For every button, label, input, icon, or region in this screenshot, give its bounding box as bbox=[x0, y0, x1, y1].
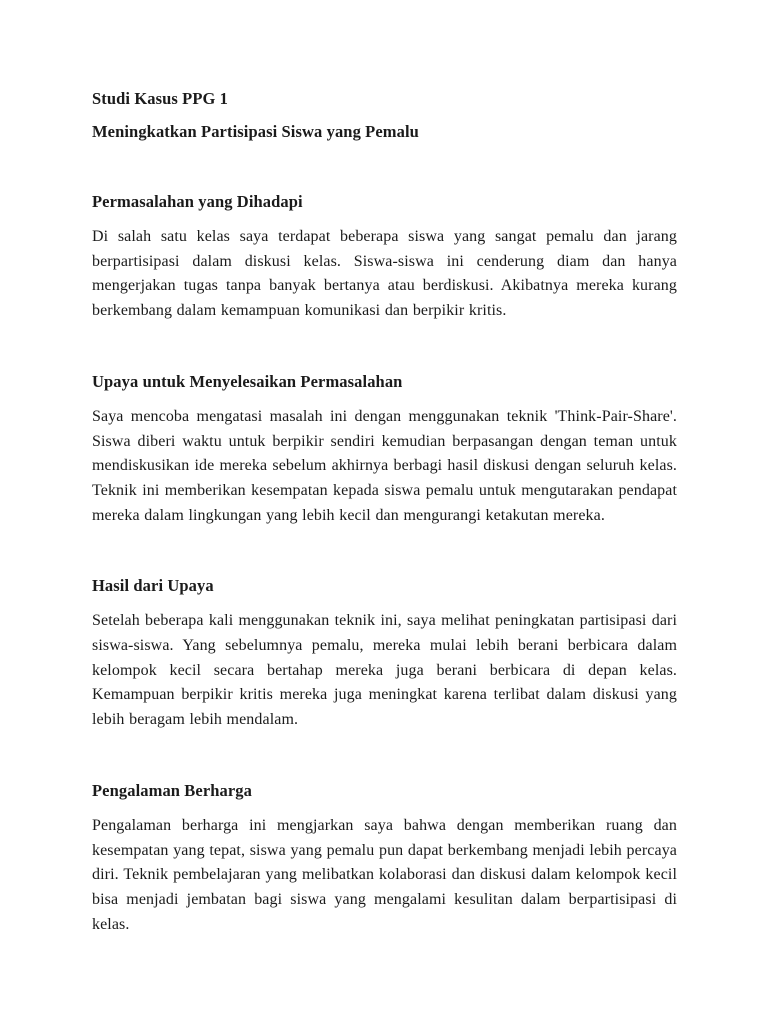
section-paragraph-permasalahan: Di salah satu kelas saya terdapat beberapa siswa yang sangat pemalu dan jarang berpartisipasi dalam diskusi kelas. Siswa-siswa ini cenderung diam dan hanya mengerjakan tugas tanpa banyak bertanya atau berdiskusi. Akibatnya mereka kurang berkembang dalam kemampuan komunikasi dan berpikir kritis. bbox=[92, 228, 677, 320]
section-heading-hasil: Hasil dari Upaya bbox=[92, 576, 214, 596]
document-title: Studi Kasus PPG 1 bbox=[92, 89, 229, 108]
section-heading-pengalaman: Pengalaman Berharga bbox=[92, 780, 253, 800]
section-upaya-menyelesaikan bbox=[92, 369, 677, 529]
section-permasalahan-yang-dihadapi bbox=[92, 189, 677, 324]
section-paragraph-upaya: Saya mencoba mengatasi masalah ini dengan menggunakan teknik 'Think-Pair-Share'. Siswa diberi waktu untuk berpikir sendiri kemudian berpasangan dengan teman untuk mendiskusikan ide mereka sebelum akhirnya berbagi hasil diskusi dengan seluruh kelas. Teknik ini memberikan kesempatan kepada siswa pemalu untuk mengutarakan pendapat mereka dalam lingkungan yang lebih kecil dan mengurangi ketakutan mereka. bbox=[92, 407, 677, 524]
section-heading-upaya: Upaya untuk Menyelesaikan Permasalahan bbox=[92, 371, 403, 391]
section-pengalaman-berharga bbox=[92, 778, 677, 938]
document-content bbox=[92, 0, 677, 937]
document-subtitle: Meningkatkan Partisipasi Siswa yang Pemalu bbox=[92, 122, 419, 141]
section-hasil-dari-upaya bbox=[92, 573, 677, 733]
section-paragraph-hasil: Setelah beberapa kali menggunakan teknik ini, saya melihat peningkatan partisipasi dari siswa-siswa. Yang sebelumnya pemalu, mereka mulai lebih berani berbicara dalam kelompok kecil secara bertahap mereka juga berani berbicara di depan kelas. Kemampuan berpikir kritis mereka juga meningkat karena terlibat dalam diskusi yang lebih beragam lebih mendalam. bbox=[92, 612, 677, 729]
section-heading-permasalahan: Permasalahan yang Dihadapi bbox=[92, 192, 303, 211]
section-paragraph-pengalaman: Pengalaman berharga ini mengjarkan saya bahwa dengan memberikan ruang dan kesempatan yang tepat, siswa yang pemalu pun dapat berkembang menjadi lebih percaya diri. Teknik pembelajaran yang melibatkan kolaborasi dan diskusi dalam kelompok kecil bisa menjadi jembatan bagi siswa yang mengalami kesulitan dalam berpartisipasi di kelas. bbox=[92, 816, 677, 933]
